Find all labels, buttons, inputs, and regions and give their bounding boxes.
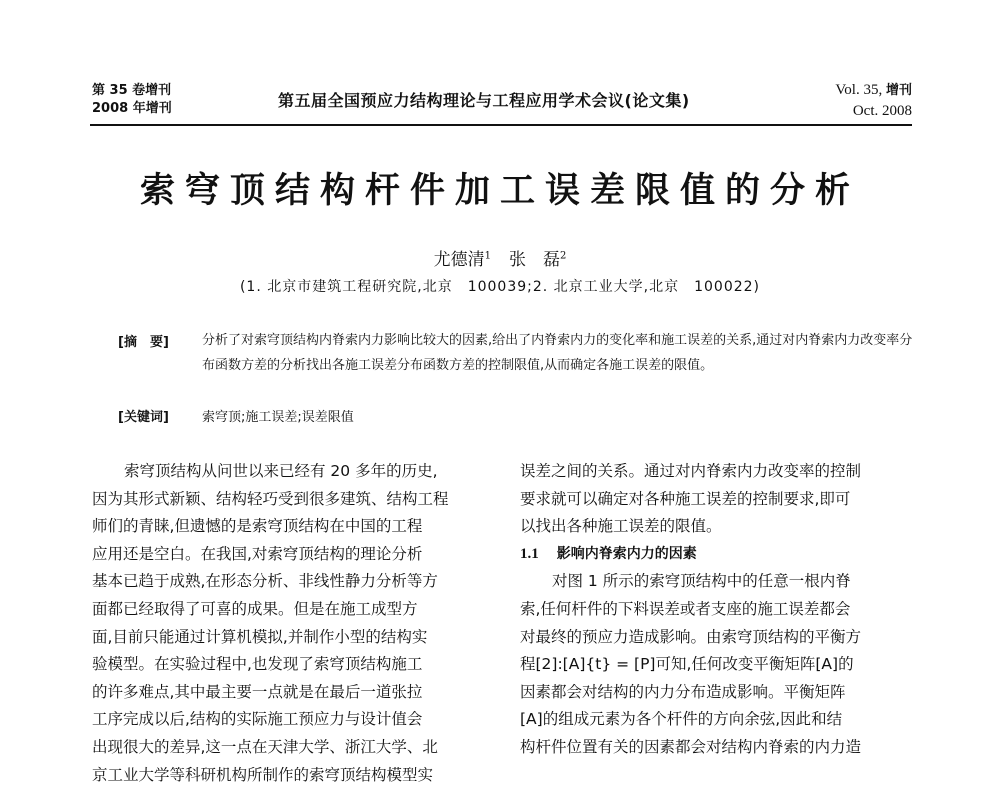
section-number: 1.1 (520, 545, 539, 562)
body-line: 基本已趋于成熟,在形态分析、非线性静力分析等方 (92, 572, 438, 591)
issue-date: Oct. 2008 (852, 103, 912, 119)
affiliations: (1. 北京市建筑工程研究院,北京 100039;2. 北京工业大学,北京 100022) (239, 279, 761, 295)
body-line: 对图 1 所示的索穹顶结构中的任意一根内脊 (552, 572, 851, 591)
body-line: 索穹顶结构从问世以来已经有 20 多年的历史, (124, 462, 438, 480)
conference-name: 第五届全国预应力结构理论与工程应用学术会议(论文集) (278, 91, 690, 110)
body-line: 构杆件位置有关的因素都会对结构内脊索的内力造 (520, 737, 862, 756)
body-line: 因为其形式新颖、结构轻巧受到很多建筑、结构工程 (92, 489, 449, 508)
section-title: 影响内脊索内力的因素 (556, 545, 697, 562)
body-line: 因素都会对结构的内力分布造成影响。平衡矩阵 (520, 682, 846, 701)
body-right-column (520, 458, 916, 762)
body-line: 索,任何杆件的下料误差或者支座的施工误差都会 (520, 599, 851, 618)
keywords-text: 索穹顶;施工误差;误差限值 (202, 410, 354, 425)
authors (0, 245, 1000, 270)
body-line: 京工业大学等科研机构所制作的索穹顶结构模型实 (92, 765, 434, 784)
abstract-text: 分析了对索穹顶结构内脊索内力影响比较大的因素,给出了内脊索内力的变化率和施工误差的关系,通过对内脊索内力改变率分布函数方差的分析找出各施工误差分布函数方差的控制限值,从而确定各施工误差的限值。 (202, 333, 913, 373)
body-line: 的许多难点,其中最主要一点就是在最后一道张拉 (92, 682, 423, 701)
body-line: 面都已经取得了可喜的成果。但是在施工成型方 (92, 599, 418, 618)
volume-english (835, 80, 912, 101)
body-left-column (92, 458, 488, 789)
abstract-label: [摘 要] (118, 335, 169, 350)
journal-date (835, 80, 912, 122)
body-line: 要求就可以确定对各种施工误差的控制要求,即可 (520, 489, 851, 508)
volume-line-1: 第 35 卷增刊 (92, 83, 172, 98)
body-line: [A]的组成元素为各个杆件的方向余弦,因此和结 (520, 710, 843, 729)
header-rule (90, 124, 912, 126)
body-line: 以找出各种施工误差的限值。 (520, 517, 722, 536)
body-line: 应用还是空白。在我国,对索穹顶结构的理论分析 (92, 544, 423, 563)
keywords-label: [关键词] (118, 410, 169, 425)
volume-english-latin: Vol. 35, (835, 82, 883, 98)
volume-english-cn: 增刊 (885, 83, 912, 98)
body-line: 对最终的预应力造成影响。由索穹顶结构的平衡方 (520, 627, 862, 646)
body-line: 工序完成以后,结构的实际施工预应力与设计值会 (92, 710, 423, 729)
paper-title: 索穹顶结构杆件加工误差限值的分析 (139, 170, 860, 211)
author-2: 张 磊$^2$ (509, 250, 567, 270)
body-line: 面,目前只能通过计算机模拟,并制作小型的结构实 (92, 627, 428, 646)
body-line: 验模型。在实验过程中,也发现了索穹顶结构施工 (92, 655, 423, 674)
body-line: 出现很大的差异,这一点在天津大学、浙江大学、北 (92, 737, 438, 756)
volume-line-2: 2008 年增刊 (92, 101, 172, 116)
section-heading (520, 541, 916, 569)
body-line: 误差之间的关系。通过对内脊索内力改变率的控制 (520, 462, 862, 480)
body-line: 师们的青睐,但遗憾的是索穹顶结构在中国的工程 (92, 517, 423, 536)
body-line: 程[2]:[A]{t} = [P]可知,任何改变平衡矩阵[A]的 (520, 655, 854, 674)
author-1: 尤德清$^1$ (433, 250, 491, 270)
journal-volume (92, 82, 172, 118)
